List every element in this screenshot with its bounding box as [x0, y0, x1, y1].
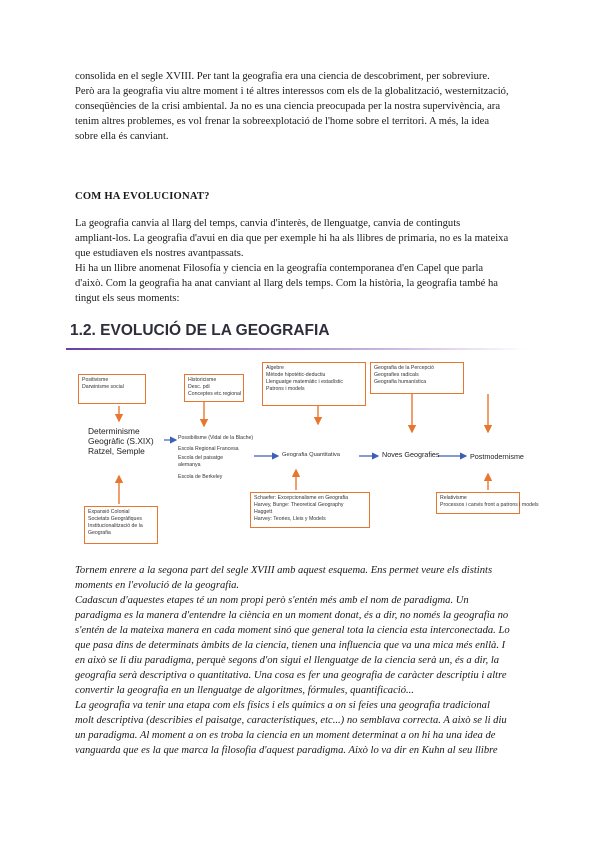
determinism-node: [88, 426, 154, 456]
node-line: Possibilisme (Vidal de la Blache): [178, 435, 254, 441]
box-line: Llenguatge matemàtic i estadístic: [266, 379, 343, 385]
box-line: Geografia: [88, 530, 111, 536]
diagram-title: 1.2. EVOLUCIÓ DE LA GEOGRAFIA: [70, 322, 330, 339]
section-heading: COM HA EVOLUCIONAT?: [75, 191, 210, 202]
evolution-diagram: [64, 318, 539, 548]
text-line: molt descriptiva (describies el paisatge, característiques, etc...) no semblava correcta. A això se li diu: [75, 715, 507, 726]
box-line: Mètode hipotètic-deductiu: [266, 372, 326, 378]
node-line: alemanya: [178, 462, 201, 468]
text-line: geografia serà descriptiva o quantitativa. Una cosa es fer una geografia de caràcter descriptiu i altre: [75, 670, 507, 681]
box-line: Processos i canvis front a patrons i models: [440, 502, 539, 508]
text-line: Tornem enrere a la segona part del segle XVIII amb aquest esquema. Ens permet veure els distints: [75, 565, 493, 576]
positivism-box: [78, 374, 146, 404]
box-line: Institucionalització de la: [88, 523, 143, 529]
text-line: ampliant-los. La geografia d'avui en dia que per exemple hi ha als llibres de primaria, no es la mateixa: [75, 233, 509, 244]
node-line: Escola Regional Francesa: [178, 446, 239, 452]
text-line: un paradigma. Al moment a on es troba la ciencia en un moment determinat a on hi ha una idea de: [75, 730, 496, 741]
authors-box: [250, 492, 370, 528]
box-line: Patrons i models: [266, 386, 305, 392]
box-line: Geografia de la Percepció: [374, 365, 434, 371]
possibilism-node: [178, 433, 253, 483]
paradigm-paragraph: [75, 563, 527, 758]
historicism-box: [184, 374, 244, 402]
relativism-box: [436, 492, 539, 514]
text-line: tingut els seus moments:: [75, 293, 180, 304]
text-line: consolida en el segle XVIII. Per tant la geografia era una ciencia de descobriment, per sobreviure.: [75, 71, 490, 82]
text-line: moments en l'evolució de la geografia.: [75, 580, 240, 591]
text-line: que estudiaven els nostres avantpassats.: [75, 248, 244, 259]
perception-box: [370, 362, 464, 394]
text-line: que pasa dins de determinats àmbits de la ciencia, tienen una influencia que va una mica més enllà. I: [75, 640, 506, 651]
text-line: Cadascun d'aquestes etapes té un nom propi però s'entén més amb el nom de paradigma. Un: [75, 595, 469, 606]
text-line: La geografia va tenir una etapa com els físics i els químics a on si feies una geografia tradicional: [75, 700, 490, 711]
postmodernism-node: Postmodernisme: [470, 452, 524, 461]
box-line: Expansió Colonial: [88, 509, 130, 515]
box-line: Harvey: Teories, Lleis y Models: [254, 516, 326, 522]
text-line: d'això. Com la geografia ha anat canviant al llarg dels temps. Com la història, la geografia també ha: [75, 278, 498, 289]
box-line: Harvey, Bunge: Theoretical Geography: [254, 502, 344, 508]
box-line: Geografia humanística: [374, 379, 427, 385]
box-line: Relativisme: [440, 495, 467, 501]
text-line: Però ara la geografia viu altre moment i té altres interessos com els de la globalització, westernització,: [75, 86, 509, 97]
box-line: Historicisme: [188, 377, 217, 383]
text-line: La geografia canvia al llarg del temps, canvia d'interès, de llenguatge, canvia de continguts: [75, 218, 461, 229]
text-line: Hi ha un llibre anomenat Filosofía y ciencia en la geografía contemporanea d'en Capel que parla: [75, 263, 484, 274]
text-line: s'entén de la mateixa manera en cada moment sinó que general tota la ciencia esta interconectada. Lo: [75, 625, 510, 636]
node-line: Geogràfic (S.XIX): [88, 436, 154, 446]
text-line: sobre ella és canviant.: [75, 131, 169, 142]
node-line: Determinisme: [88, 426, 140, 436]
text-line: paradigma es la manera d'entendre la ciència en un moment donat, és a dir, no només la geografia no: [75, 610, 509, 621]
box-line: Desc. pdi: [188, 384, 210, 390]
node-line: Escola de Berkeley: [178, 474, 223, 480]
intro-paragraph: [75, 69, 527, 144]
box-line: Haggett: [254, 509, 273, 515]
box-line: Societats Geogràfiques: [88, 516, 142, 522]
text-line: conseqüències de la crisi ambiental. Ja no es una ciencia preocupada per la nostra supervivència, ara: [75, 101, 501, 112]
box-line: Schaefer: Excepcionalisme en Geografia: [254, 495, 349, 501]
box-line: Conceptes etc.regional: [188, 391, 242, 397]
new-geographies-node: Noves Geografies: [382, 450, 440, 459]
evolution-paragraph: [75, 216, 527, 306]
text-line: tenim altres problemes, es vol frenar la sobreexplotació de l'home sobre el territori. A més, la idea: [75, 116, 490, 127]
expansion-box: [84, 506, 158, 544]
box-line: Algebre: [266, 365, 284, 371]
text-line: convertir la geografia en un llenguatge de algoritmes, fórmules, quantificació...: [75, 685, 414, 696]
node-line: Escola del paisatge: [178, 455, 223, 461]
text-line: vanguarda que es la que marca la filosofia d'aquest paradigma. Això lo va dir en Kuhn al seu llibre: [75, 745, 498, 756]
node-line: Ratzel, Semple: [88, 446, 145, 456]
box-line: Darwinisme social: [82, 384, 124, 390]
quantitative-traits-box: [262, 362, 366, 406]
box-line: Geografies radicals: [374, 372, 419, 378]
box-line: Positivisme: [82, 377, 109, 383]
text-line: en això se li diu paradigma, perquè segons d'on sigui el llenguatge de la ciencia serà un, és a dir, la: [75, 655, 500, 666]
quantitative-node: Geografia Quantitativa: [282, 452, 341, 458]
